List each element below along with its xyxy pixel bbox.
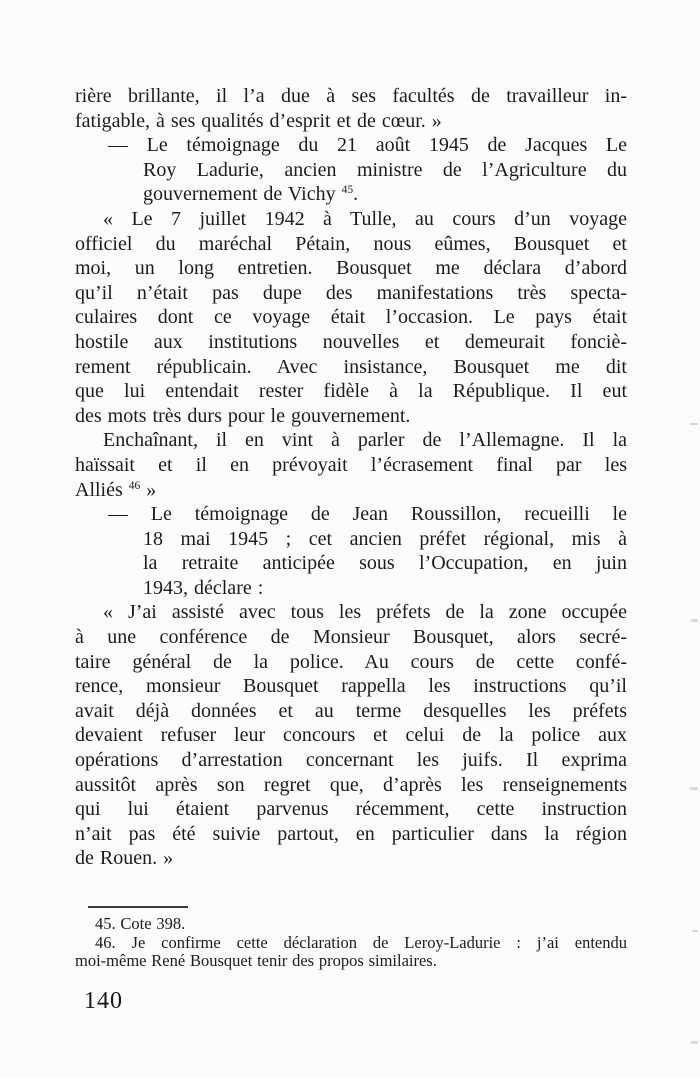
text-line: officiel du maréchal Pétain, nous eûmes, Bousquet et xyxy=(75,232,627,255)
text-line: rence, monsieur Bousquet rappella les instructions qu’il xyxy=(75,675,627,698)
text-line: qu’il n’était pas dupe des manifestations très specta- xyxy=(75,281,627,304)
scan-edge-artifact xyxy=(690,787,698,790)
text-line: Alliés $^{46}$ » xyxy=(75,478,157,501)
text-line: 45. Cote 398. xyxy=(95,914,186,933)
text-line: moi-même René Bousquet tenir des propos similaires. xyxy=(75,951,437,971)
text-line: « J’ai assisté avec tous les préfets de la zone occupée xyxy=(103,601,627,624)
text-line: 46. Je confirme cette déclaration de Leroy-Ladurie : j’ai entendu xyxy=(95,932,627,952)
text-line: Roy Ladurie, ancien ministre de l’Agriculture du xyxy=(143,158,627,181)
text-line: taire général de la police. Au cours de cette confé- xyxy=(75,650,627,673)
text-line: — Le témoignage de Jean Roussillon, recueilli le xyxy=(108,503,627,526)
text-line: 18 mai 1945 ; cet ancien préfet régional, mis à xyxy=(143,527,627,550)
text-line: que lui entendait rester fidèle à la République. Il eut xyxy=(75,380,627,403)
scan-edge-artifact xyxy=(691,1041,698,1044)
body-text xyxy=(75,84,627,871)
text-line: haïssait et il en prévoyait l’écrasement final par les xyxy=(75,453,627,476)
text-line: la retraite anticipée sous l’Occupation, en juin xyxy=(143,552,627,575)
text-line: — Le témoignage du 21 août 1945 de Jacques Le xyxy=(108,134,627,157)
text-line: n’ait pas été suivie partout, en particulier dans la région xyxy=(75,822,627,845)
text-line: avait déjà données et au terme desquelles les préfets xyxy=(75,699,627,722)
page-number: 140 xyxy=(84,988,123,1014)
scan-edge-artifact xyxy=(692,930,698,932)
text-line: opérations d’arrestation concernant les juifs. Il exprima xyxy=(75,749,627,772)
scan-edge-artifact xyxy=(690,423,698,425)
text-line: Enchaînant, il en vint à parler de l’Allemagne. Il la xyxy=(103,429,627,452)
text-line: de Rouen. » xyxy=(75,847,174,870)
text-line: des mots très durs pour le gouvernement. xyxy=(75,404,411,427)
text-line: rière brillante, il l’a due à ses facultés de travailleur in- xyxy=(75,85,627,107)
text-line: à une conférence de Monsieur Bousquet, alors secré- xyxy=(75,626,627,649)
footnote-ref: 46 xyxy=(128,479,141,492)
text-line: qui lui étaient parvenus récemment, cette instruction xyxy=(75,798,627,821)
text-line: culaires dont ce voyage était l’occasion. Le pays était xyxy=(75,306,627,329)
text-line: rement républicain. Avec insistance, Bousquet me dit xyxy=(75,355,627,378)
footnote-ref: 45 xyxy=(341,184,354,197)
text-line: hostile aux institutions nouvelles et demeurait fonciè- xyxy=(75,330,627,353)
text-line: gouvernement de Vichy $^{45}$. xyxy=(143,183,359,206)
text-line: « Le 7 juillet 1942 à Tulle, au cours d’un voyage xyxy=(103,207,627,230)
text-line: moi, un long entretien. Bousquet me déclara d’abord xyxy=(75,257,627,280)
text-line: 1943, déclare : xyxy=(143,576,264,599)
footnote-separator xyxy=(88,906,188,908)
text-line: aussitôt après son regret que, d’après les renseignements xyxy=(75,773,627,796)
footnotes xyxy=(75,915,627,971)
text-line: devaient refuser leur concours et celui de la police aux xyxy=(75,724,627,747)
scan-edge-artifact xyxy=(691,619,698,622)
text-line: fatigable, à ses qualités d’esprit et de cœur. » xyxy=(75,109,442,132)
